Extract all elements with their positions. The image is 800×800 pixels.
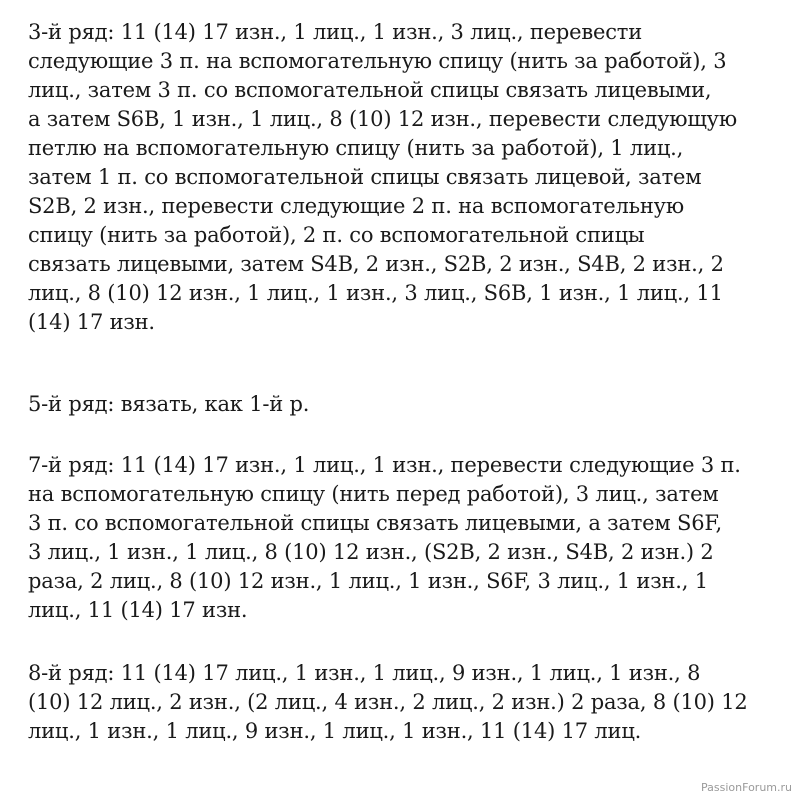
text-line: S2B, 2 изн., перевести следующие 2 п. на вспомогательную [28, 194, 684, 218]
paragraph-row-5 [28, 390, 780, 419]
text-line: на вспомогательную спицу (нить перед работой), 3 лиц., затем [28, 482, 719, 506]
text-line: 5-й ряд: вязать, как 1-й р. [28, 392, 310, 416]
text-line: 3-й ряд: 11 (14) 17 изн., 1 лиц., 1 изн., 3 лиц., перевести [28, 20, 642, 44]
text-line: лиц., 1 изн., 1 лиц., 9 изн., 1 лиц., 1 изн., 11 (14) 17 лиц. [28, 719, 642, 743]
watermark: PassionForum.ru [701, 781, 792, 794]
text-line: лиц., 8 (10) 12 изн., 1 лиц., 1 изн., 3 лиц., S6B, 1 изн., 1 лиц., 11 [28, 281, 723, 305]
text-line: 3 лиц., 1 изн., 1 лиц., 8 (10) 12 изн., (S2B, 2 изн., S4B, 2 изн.) 2 [28, 540, 714, 564]
paragraph-row-8 [28, 659, 780, 746]
text-line: 3 п. со вспомогательной спицы связать лицевыми, а затем S6F, [28, 511, 722, 535]
text-line: следующие 3 п. на вспомогательную спицу (нить за работой), 3 [28, 49, 727, 73]
text-line: (14) 17 изн. [28, 310, 155, 334]
text-line: связать лицевыми, затем S4B, 2 изн., S2B, 2 изн., S4B, 2 изн., 2 [28, 252, 724, 276]
text-line: лиц., 11 (14) 17 изн. [28, 598, 248, 622]
text-line: спицу (нить за работой), 2 п. со вспомогательной спицы [28, 223, 645, 247]
text-line: затем 1 п. со вспомогательной спицы связать лицевой, затем [28, 165, 702, 189]
paragraph-row-7 [28, 451, 780, 625]
text-line: (10) 12 лиц., 2 изн., (2 лиц., 4 изн., 2 лиц., 2 изн.) 2 раза, 8 (10) 12 [28, 690, 748, 714]
text-line: лиц., затем 3 п. со вспомогательной спицы связать лицевыми, [28, 78, 712, 102]
text-line: а затем S6B, 1 изн., 1 лиц., 8 (10) 12 изн., перевести следующую [28, 107, 737, 131]
text-line: 8-й ряд: 11 (14) 17 лиц., 1 изн., 1 лиц., 9 изн., 1 лиц., 1 изн., 8 [28, 661, 701, 685]
text-line: петлю на вспомогательную спицу (нить за работой), 1 лиц., [28, 136, 684, 160]
text-line: 7-й ряд: 11 (14) 17 изн., 1 лиц., 1 изн., перевести следующие 3 п. [28, 453, 741, 477]
paragraph-row-3 [28, 18, 780, 337]
text-line: раза, 2 лиц., 8 (10) 12 изн., 1 лиц., 1 изн., S6F, 3 лиц., 1 изн., 1 [28, 569, 708, 593]
